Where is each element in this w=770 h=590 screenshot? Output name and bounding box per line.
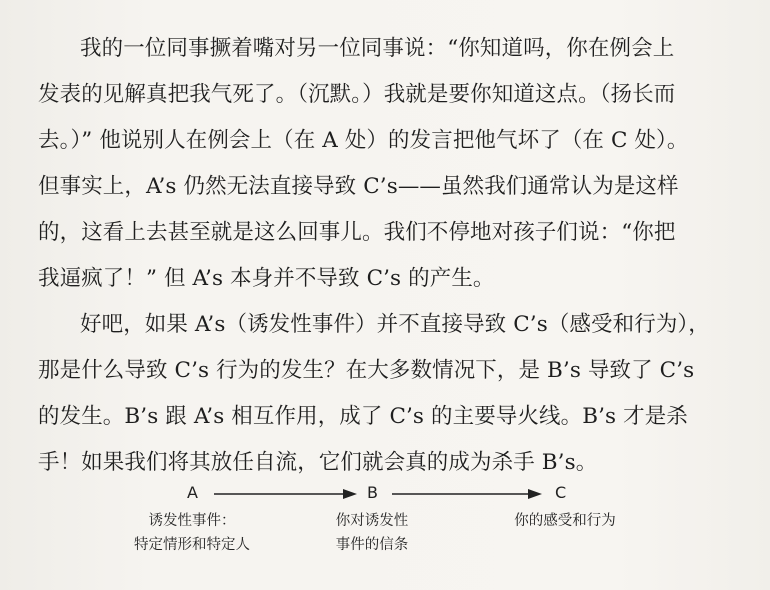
text-line: 的，这看上去甚至就是这么回事儿。我们不停地对孩子们说：“你把 — [38, 220, 676, 245]
arrow-a-to-b — [214, 489, 357, 499]
text-line: 我逼疯了！” 但 A’s 本身并不导致 C’s 的产生。 — [38, 266, 495, 291]
text-line: 去。）” 他说别人在例会上（在 A 处）的发言把他气坏了（在 C 处）。 — [38, 128, 689, 153]
caption-line: 你的感受和行为 — [514, 513, 616, 529]
caption-line: 诱发性事件： — [148, 513, 236, 529]
node-a-caption — [105, 509, 279, 557]
text-line: 手！如果我们将其放任自流，它们就会真的成为杀手 B’s。 — [38, 450, 598, 475]
node-c-caption — [500, 509, 630, 533]
paragraph-1 — [38, 26, 738, 302]
paragraph-2 — [38, 302, 738, 486]
node-b-label: B — [367, 483, 378, 502]
abc-diagram — [0, 478, 770, 578]
text-line: 发表的见解真把我气死了。（沉默。）我就是要你知道这点。（扬长而 — [38, 82, 676, 107]
arrow-b-to-c — [392, 489, 542, 499]
text-line: 那是什么导致 C’s 行为的发生？在大多数情况下，是 B’s 导致了 C’s — [38, 358, 695, 383]
node-b-caption — [316, 509, 428, 557]
caption-line: 事件的信条 — [335, 537, 409, 553]
node-a-label: A — [187, 483, 198, 502]
node-c-label: C — [555, 483, 567, 502]
caption-line: 特定情形和特定人 — [134, 537, 250, 553]
text-line: 我的一位同事撅着嘴对另一位同事说：“你知道吗，你在例会上 — [80, 36, 675, 61]
text-line: 的发生。B’s 跟 A’s 相互作用，成了 C’s 的主要导火线。B’s 才是杀 — [38, 404, 688, 429]
text-line: 好吧，如果 A’s（诱发性事件）并不直接导致 C’s（感受和行为）， — [80, 312, 710, 337]
text-line: 但事实上，A’s 仍然无法直接导致 C’s——虽然我们通常认为是这样 — [38, 174, 679, 199]
caption-line: 你对诱发性 — [335, 513, 409, 529]
body-text — [38, 26, 738, 486]
